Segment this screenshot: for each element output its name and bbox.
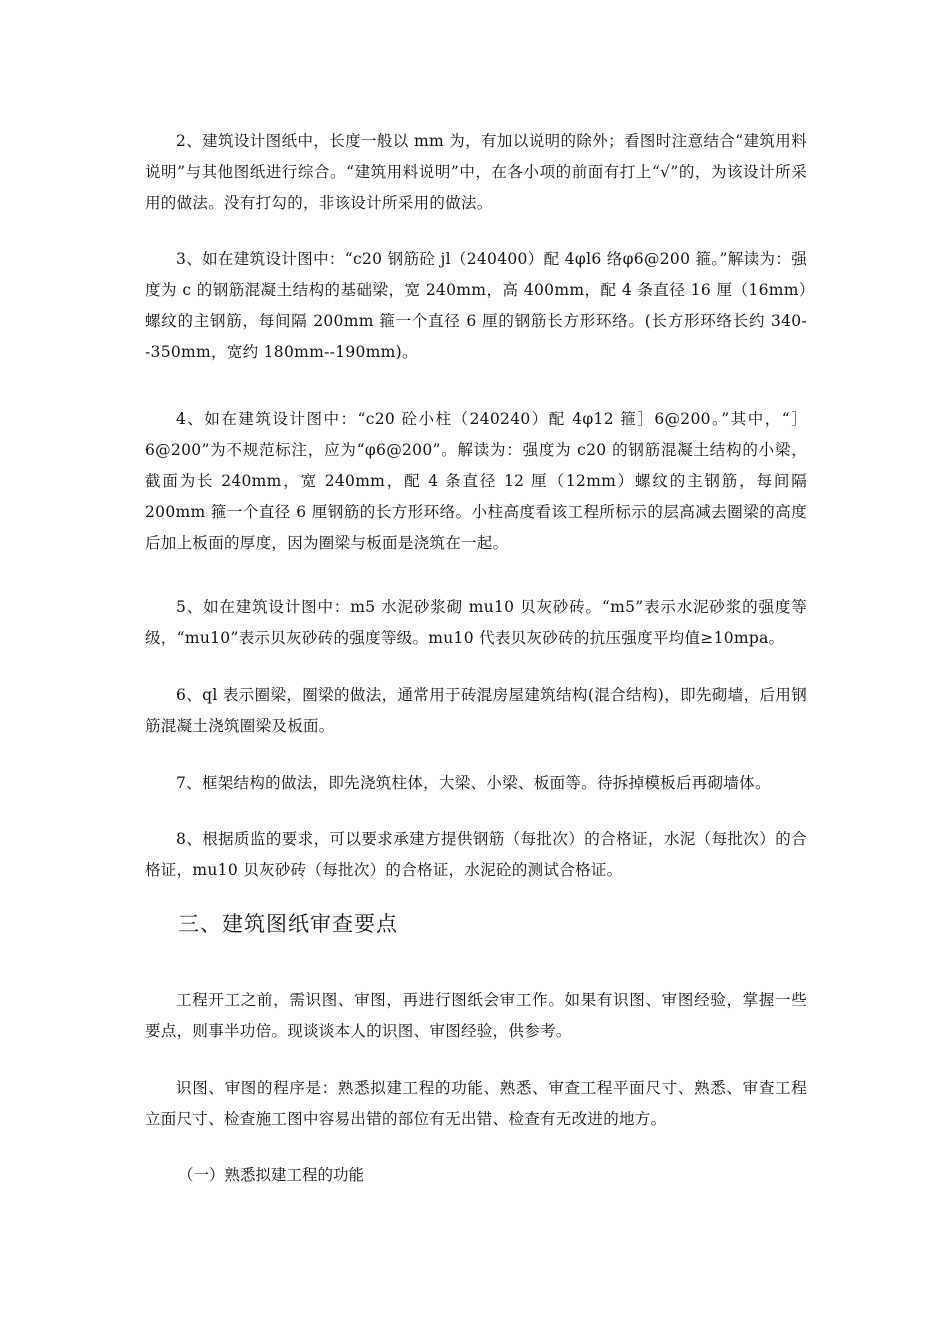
section-procedure: 识图、审图的程序是：熟悉拟建工程的功能、熟悉、审查工程平面尺寸、熟悉、审查工程立面尺寸、检查施工图中容易出错的部位有无出错、检查有无改进的地方。 bbox=[145, 1079, 807, 1128]
subsection-heading: （一）熟悉拟建工程的功能 bbox=[178, 1166, 365, 1184]
paragraph-8: 8、根据质监的要求，可以要求承建方提供钢筋（每批次）的合格证，水泥（每批次）的合格证，mu10 贝灰砂砖（每批次）的合格证，水泥砼的测试合格证。 bbox=[145, 830, 807, 879]
paragraph-7: 7、框架结构的做法，即先浇筑柱体，大梁、小梁、板面等。待拆掉模板后再砌墙体。 bbox=[176, 774, 771, 792]
paragraph-4: 4、如在建筑设计图中：“c20 砼小柱（240240）配 4φ12 箍］6@200。”其中，“］6@200”为不规范标注，应为“φ6@200”。解读为：强度为 c20 的钢筋混凝土结构的小梁，截面为长 240mm，宽 240mm，配 4 条直径 12 厘（12mm）螺纹的主钢筋，每间隔 200mm 箍一个直径 6 厘钢筋的长方形环络。小柱高度看该工程所标示的层高减去圈梁的高度后加上板面的厚度，因为圈梁与板面是浇筑在一起。 bbox=[145, 410, 807, 552]
paragraph-6: 6、ql 表示圈梁，圈梁的做法，通常用于砖混房屋建筑结构(混合结构)，即先砌墙，后用钢筋混凝土浇筑圈梁及板面。 bbox=[145, 686, 807, 735]
paragraph-3: 3、如在建筑设计图中：“c20 钢筋砼 jl（240400）配 4φl6 络φ6@200 箍。”解读为：强度为 c 的钢筋混凝土结构的基础梁，宽 240mm，高 400mm，配 4 条直径 16 厘（16mm）螺纹的主钢筋，每间隔 200mm 箍一个直径 6 厘的钢筋长方形环络。(长方形环络长约 340--350mm，宽约 180mm--190mm)。 bbox=[145, 250, 807, 361]
paragraph-2: 2、建筑设计图纸中，长度一般以 mm 为，有加以说明的除外；看图时注意结合“建筑用料说明”与其他图纸进行综合。“建筑用料说明”中，在各小项的前面有打上“√”的，为该设计所采用的做法。没有打勾的，非该设计所采用的做法。 bbox=[145, 132, 807, 212]
section-heading: 三、建筑图纸审查要点 bbox=[178, 912, 398, 936]
paragraph-5: 5、如在建筑设计图中：m5 水泥砂浆砌 mu10 贝灰砂砖。“m5”表示水泥砂浆的强度等级，“mu10”表示贝灰砂砖的强度等级。mu10 代表贝灰砂砖的抗压强度平均值≥10mpa。 bbox=[145, 598, 807, 647]
section-intro: 工程开工之前，需识图、审图，再进行图纸会审工作。如果有识图、审图经验，掌握一些要点，则事半功倍。现谈谈本人的识图、审图经验，供参考。 bbox=[145, 991, 807, 1040]
